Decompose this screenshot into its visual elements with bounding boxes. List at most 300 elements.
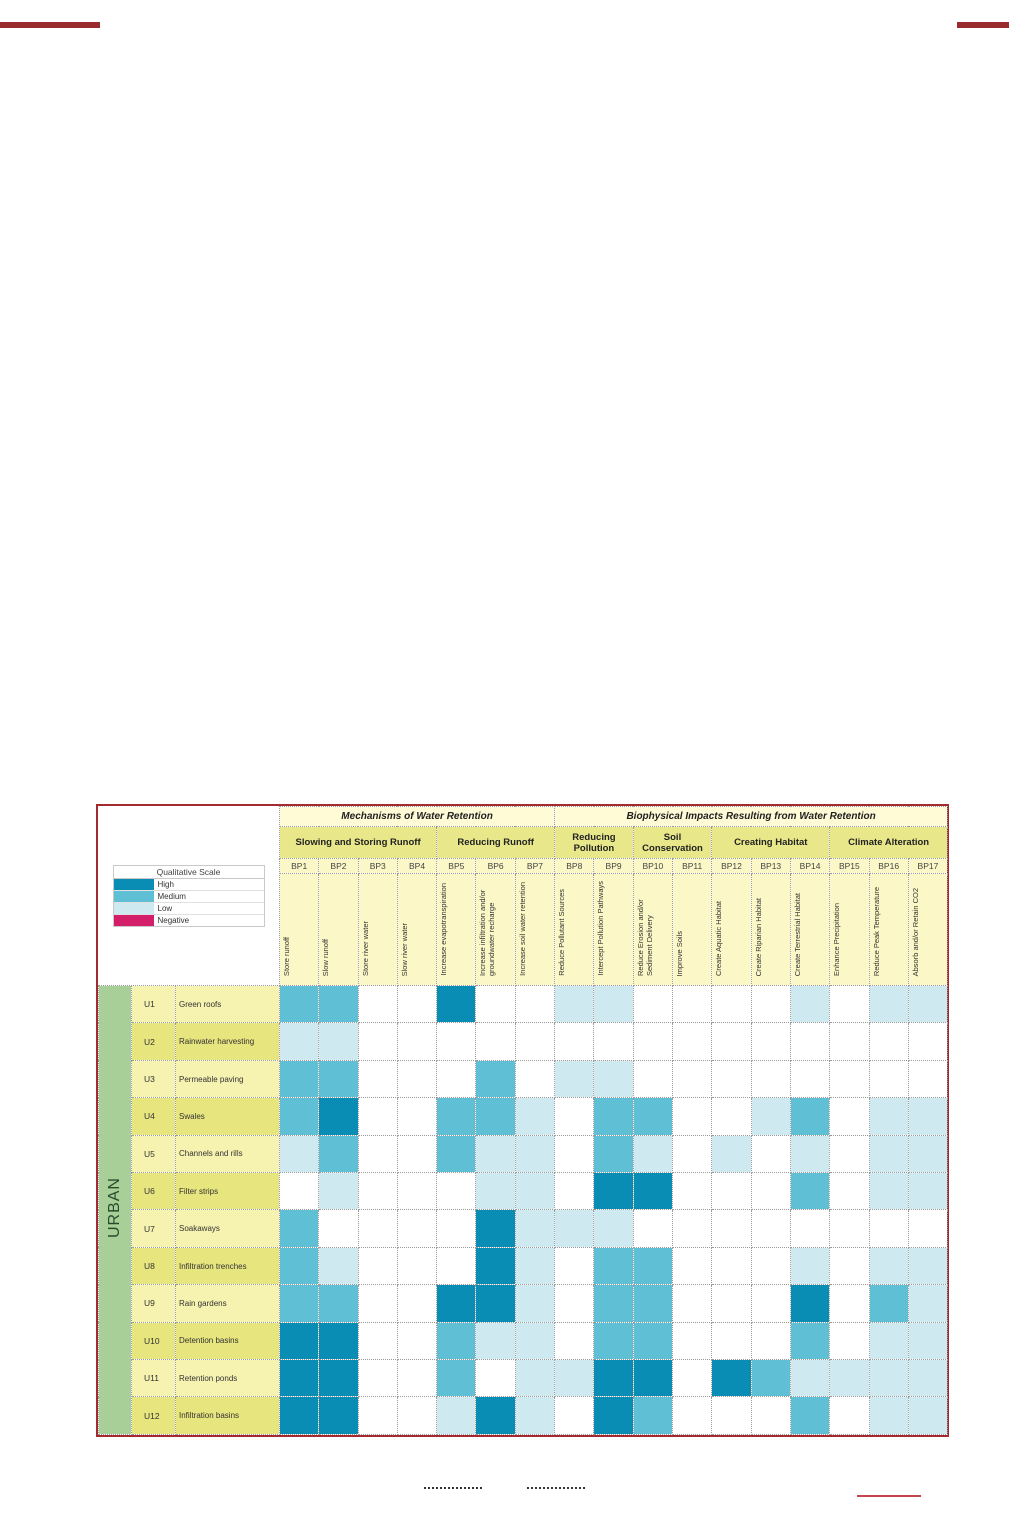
matrix-cell xyxy=(594,1098,633,1135)
matrix-cell xyxy=(712,1360,751,1397)
matrix-cell xyxy=(790,1397,829,1435)
row-name: Permeable paving xyxy=(176,1060,280,1097)
matrix-cell xyxy=(751,1135,790,1172)
matrix-cell xyxy=(594,1060,633,1097)
matrix-cell xyxy=(476,1285,515,1322)
matrix-cell xyxy=(515,1135,554,1172)
column-label: Intercept Pollution Pathways xyxy=(596,881,606,976)
matrix-cell xyxy=(594,1135,633,1172)
column-label: Enhance Precipitation xyxy=(832,903,842,976)
matrix-cell xyxy=(673,1060,712,1097)
matrix-cell xyxy=(908,1285,947,1322)
matrix-cell xyxy=(319,1247,358,1284)
column-label: Reduce Erosion and/or Sediment Delivery xyxy=(635,899,654,976)
matrix-cell xyxy=(869,1173,908,1210)
row-code: U11 xyxy=(132,1360,176,1397)
matrix-cell xyxy=(358,1060,397,1097)
column-label-cell xyxy=(751,874,790,986)
footer-page-line xyxy=(857,1495,921,1497)
matrix-cell xyxy=(358,1098,397,1135)
column-label-cell xyxy=(280,874,319,986)
matrix-cell xyxy=(280,1247,319,1284)
matrix-cell xyxy=(830,1360,869,1397)
matrix-cell xyxy=(712,1060,751,1097)
footer-dotted-mark-left xyxy=(424,1487,482,1490)
matrix-cell xyxy=(437,1397,476,1435)
matrix-cell xyxy=(319,986,358,1023)
matrix-cell xyxy=(869,1397,908,1435)
matrix-cell xyxy=(712,1322,751,1359)
matrix-cell xyxy=(633,1397,672,1435)
legend-label: High xyxy=(157,879,174,889)
matrix-table xyxy=(98,806,948,1435)
matrix-cell xyxy=(790,1173,829,1210)
legend-item xyxy=(114,903,264,915)
matrix-cell xyxy=(790,986,829,1023)
column-label-cell xyxy=(633,874,672,986)
category-label: URBAN xyxy=(106,1176,123,1238)
matrix-cell xyxy=(673,1023,712,1060)
matrix-cell xyxy=(358,1173,397,1210)
row-name: Infiltration trenches xyxy=(176,1247,280,1284)
matrix-cell xyxy=(555,1060,594,1097)
matrix-cell xyxy=(397,1397,436,1435)
column-code: BP13 xyxy=(751,859,790,874)
column-label: Absorb and/or Retain CO2 xyxy=(910,887,920,976)
table-row xyxy=(99,1135,948,1172)
matrix-cell xyxy=(908,1098,947,1135)
row-code: U9 xyxy=(132,1285,176,1322)
matrix-cell xyxy=(555,1322,594,1359)
matrix-cell xyxy=(515,1285,554,1322)
matrix-cell xyxy=(751,1360,790,1397)
column-label-cell xyxy=(397,874,436,986)
group-header: Reducing Runoff xyxy=(437,827,555,859)
column-code: BP9 xyxy=(594,859,633,874)
matrix-cell xyxy=(790,1098,829,1135)
matrix-cell xyxy=(555,1285,594,1322)
matrix-cell xyxy=(358,1397,397,1435)
legend-swatch xyxy=(114,915,154,926)
row-name: Rain gardens xyxy=(176,1285,280,1322)
matrix-cell xyxy=(397,986,436,1023)
matrix-cell xyxy=(594,1247,633,1284)
row-code: U7 xyxy=(132,1210,176,1247)
matrix-cell xyxy=(437,1210,476,1247)
row-name: Channels and rills xyxy=(176,1135,280,1172)
row-code: U1 xyxy=(132,986,176,1023)
column-code: BP2 xyxy=(319,859,358,874)
legend-label: Negative xyxy=(157,915,190,925)
matrix-cell xyxy=(594,1397,633,1435)
legend-item xyxy=(114,915,264,926)
matrix-cell xyxy=(280,1060,319,1097)
matrix-cell xyxy=(751,1098,790,1135)
matrix-cell xyxy=(397,1360,436,1397)
matrix-cell xyxy=(358,1285,397,1322)
matrix-cell xyxy=(280,1360,319,1397)
matrix-cell xyxy=(358,1247,397,1284)
matrix-cell xyxy=(712,986,751,1023)
table-row xyxy=(99,1247,948,1284)
matrix-cell xyxy=(751,1285,790,1322)
column-label-cell xyxy=(358,874,397,986)
matrix-cell xyxy=(751,1173,790,1210)
matrix-cell xyxy=(830,1098,869,1135)
matrix-cell xyxy=(319,1060,358,1097)
row-code: U5 xyxy=(132,1135,176,1172)
row-name: Soakaways xyxy=(176,1210,280,1247)
column-label-cell xyxy=(869,874,908,986)
matrix-cell xyxy=(476,1397,515,1435)
matrix-cell xyxy=(437,1135,476,1172)
column-label: Slow river water xyxy=(399,922,409,976)
matrix-cell xyxy=(594,1285,633,1322)
column-label-cell xyxy=(790,874,829,986)
matrix-cell xyxy=(790,1023,829,1060)
row-name: Swales xyxy=(176,1098,280,1135)
matrix-cell xyxy=(673,1210,712,1247)
matrix-cell xyxy=(908,1322,947,1359)
matrix-cell xyxy=(476,1173,515,1210)
matrix-cell xyxy=(673,1397,712,1435)
matrix-cell xyxy=(594,1360,633,1397)
matrix-cell xyxy=(397,1023,436,1060)
matrix-cell xyxy=(712,1023,751,1060)
matrix-cell xyxy=(358,1023,397,1060)
matrix-cell xyxy=(633,1210,672,1247)
matrix-cell xyxy=(555,1360,594,1397)
matrix-cell xyxy=(633,1023,672,1060)
column-label-cell xyxy=(555,874,594,986)
group-header: Reducing Pollution xyxy=(555,827,634,859)
matrix-cell xyxy=(358,986,397,1023)
matrix-cell xyxy=(712,1098,751,1135)
matrix-cell xyxy=(437,1098,476,1135)
matrix-cell xyxy=(790,1322,829,1359)
matrix-cell xyxy=(673,1322,712,1359)
row-name: Green roofs xyxy=(176,986,280,1023)
matrix-cell xyxy=(908,1360,947,1397)
matrix-cell xyxy=(633,1098,672,1135)
matrix-cell xyxy=(555,1023,594,1060)
row-code: U2 xyxy=(132,1023,176,1060)
matrix-cell xyxy=(437,1322,476,1359)
matrix-cell xyxy=(319,1023,358,1060)
matrix-cell xyxy=(319,1360,358,1397)
matrix-cell xyxy=(319,1322,358,1359)
column-label: Store runoff xyxy=(282,936,291,976)
matrix-cell xyxy=(515,1060,554,1097)
matrix-cell xyxy=(397,1135,436,1172)
row-name: Infiltration basins xyxy=(176,1397,280,1435)
legend-item xyxy=(114,891,264,903)
matrix-cell xyxy=(476,1247,515,1284)
row-code: U8 xyxy=(132,1247,176,1284)
table-row xyxy=(99,1210,948,1247)
matrix-cell xyxy=(633,986,672,1023)
matrix-cell xyxy=(712,1397,751,1435)
column-code: BP8 xyxy=(555,859,594,874)
legend-item xyxy=(114,879,264,891)
matrix-cell xyxy=(515,1360,554,1397)
matrix-cell xyxy=(830,1210,869,1247)
matrix-cell xyxy=(397,1173,436,1210)
matrix-cell xyxy=(319,1285,358,1322)
matrix-cell xyxy=(830,1322,869,1359)
column-label-cell xyxy=(908,874,947,986)
matrix-cell xyxy=(830,1023,869,1060)
matrix-cell xyxy=(515,1173,554,1210)
matrix-cell xyxy=(633,1285,672,1322)
matrix-cell xyxy=(908,1210,947,1247)
header-accent-bar-right xyxy=(957,22,1009,28)
matrix-cell xyxy=(673,1285,712,1322)
matrix-cell xyxy=(437,986,476,1023)
column-code: BP12 xyxy=(712,859,751,874)
column-label: Reduce Peak Temperature xyxy=(871,886,881,976)
matrix-cell xyxy=(358,1135,397,1172)
matrix-cell xyxy=(476,986,515,1023)
matrix-corner xyxy=(99,807,280,986)
matrix-cell xyxy=(908,1023,947,1060)
column-label-cell xyxy=(515,874,554,986)
matrix-cell xyxy=(515,986,554,1023)
matrix-cell xyxy=(673,1135,712,1172)
column-label: Increase soil water retention xyxy=(517,882,527,976)
matrix-cell xyxy=(319,1135,358,1172)
matrix-cell xyxy=(908,1397,947,1435)
table-row xyxy=(99,1397,948,1435)
matrix-cell xyxy=(673,1173,712,1210)
matrix-cell xyxy=(437,1173,476,1210)
matrix-cell xyxy=(515,1210,554,1247)
matrix-cell xyxy=(751,1322,790,1359)
table-row xyxy=(99,1060,948,1097)
matrix-cell xyxy=(555,1247,594,1284)
matrix-cell xyxy=(869,1322,908,1359)
matrix-cell xyxy=(476,1360,515,1397)
retention-impact-matrix xyxy=(96,804,949,1437)
matrix-cell xyxy=(751,1247,790,1284)
matrix-cell xyxy=(437,1023,476,1060)
matrix-cell xyxy=(515,1247,554,1284)
matrix-cell xyxy=(673,1098,712,1135)
matrix-cell xyxy=(476,1060,515,1097)
matrix-cell xyxy=(555,1098,594,1135)
matrix-cell xyxy=(280,1322,319,1359)
matrix-cell xyxy=(869,1098,908,1135)
group-header: Creating Habitat xyxy=(712,827,830,859)
matrix-cell xyxy=(594,1173,633,1210)
matrix-cell xyxy=(830,1397,869,1435)
matrix-cell xyxy=(437,1247,476,1284)
header-row-main xyxy=(99,807,948,827)
column-label: Reduce Pollutant Sources xyxy=(557,889,567,976)
matrix-cell xyxy=(790,1360,829,1397)
matrix-cell xyxy=(358,1322,397,1359)
matrix-cell xyxy=(751,1023,790,1060)
footer-dotted-mark-right xyxy=(527,1487,585,1490)
row-code: U4 xyxy=(132,1098,176,1135)
matrix-cell xyxy=(594,1023,633,1060)
column-code: BP6 xyxy=(476,859,515,874)
matrix-cell xyxy=(358,1210,397,1247)
header-accent-bar-left xyxy=(0,22,100,28)
column-code: BP15 xyxy=(830,859,869,874)
matrix-cell xyxy=(830,1135,869,1172)
matrix-cell xyxy=(790,1135,829,1172)
matrix-cell xyxy=(869,986,908,1023)
matrix-cell xyxy=(633,1173,672,1210)
matrix-cell xyxy=(397,1098,436,1135)
matrix-cell xyxy=(712,1173,751,1210)
row-name: Detention basins xyxy=(176,1322,280,1359)
column-label: Slow runoff xyxy=(321,938,331,976)
group-header: Slowing and Storing Runoff xyxy=(280,827,437,859)
matrix-cell xyxy=(476,1210,515,1247)
row-code: U10 xyxy=(132,1322,176,1359)
matrix-cell xyxy=(869,1060,908,1097)
row-code: U6 xyxy=(132,1173,176,1210)
matrix-cell xyxy=(397,1285,436,1322)
table-row xyxy=(99,1098,948,1135)
matrix-cell xyxy=(594,986,633,1023)
matrix-cell xyxy=(280,1098,319,1135)
matrix-cell xyxy=(476,1322,515,1359)
matrix-cell xyxy=(751,986,790,1023)
matrix-cell xyxy=(319,1210,358,1247)
matrix-cell xyxy=(830,1285,869,1322)
legend-swatch xyxy=(114,903,154,914)
legend-title: Qualitative Scale xyxy=(114,866,264,879)
legend-swatch xyxy=(114,879,154,890)
matrix-cell xyxy=(397,1322,436,1359)
matrix-cell xyxy=(712,1210,751,1247)
column-code: BP7 xyxy=(515,859,554,874)
matrix-cell xyxy=(515,1023,554,1060)
column-label: Improve Soils xyxy=(675,930,685,976)
row-name: Retention ponds xyxy=(176,1360,280,1397)
matrix-cell xyxy=(280,1210,319,1247)
column-code: BP5 xyxy=(437,859,476,874)
matrix-cell xyxy=(869,1360,908,1397)
matrix-cell xyxy=(633,1060,672,1097)
qualitative-scale-legend xyxy=(113,865,265,927)
matrix-cell xyxy=(437,1285,476,1322)
header-mechanisms: Mechanisms of Water Retention xyxy=(280,807,555,827)
matrix-cell xyxy=(515,1098,554,1135)
group-header: Soil Conservation xyxy=(633,827,712,859)
column-code: BP14 xyxy=(790,859,829,874)
table-row xyxy=(99,986,948,1023)
matrix-cell xyxy=(908,1247,947,1284)
table-row xyxy=(99,1023,948,1060)
matrix-cell xyxy=(594,1210,633,1247)
matrix-cell xyxy=(712,1135,751,1172)
column-label: Store river water xyxy=(360,920,370,976)
matrix-cell xyxy=(555,1210,594,1247)
matrix-cell xyxy=(830,1060,869,1097)
matrix-cell xyxy=(515,1322,554,1359)
matrix-cell xyxy=(830,986,869,1023)
column-code: BP3 xyxy=(358,859,397,874)
matrix-cell xyxy=(358,1360,397,1397)
legend-swatch xyxy=(114,891,154,902)
matrix-cell xyxy=(280,1173,319,1210)
column-label: Increase infiltration and/or groundwater recharge xyxy=(478,889,497,976)
column-label: Increase evapotranspiration xyxy=(439,883,449,976)
table-row xyxy=(99,1173,948,1210)
matrix-cell xyxy=(790,1210,829,1247)
matrix-cell xyxy=(712,1247,751,1284)
matrix-cell xyxy=(790,1247,829,1284)
matrix-cell xyxy=(908,1135,947,1172)
column-code: BP16 xyxy=(869,859,908,874)
legend-label: Low xyxy=(157,903,173,913)
matrix-cell xyxy=(515,1397,554,1435)
column-label: Create Riparian Habitat xyxy=(753,897,763,976)
matrix-cell xyxy=(397,1210,436,1247)
column-label-cell xyxy=(476,874,515,986)
column-label: Create Aquatic Habitat xyxy=(714,900,724,976)
matrix-cell xyxy=(319,1397,358,1435)
table-row xyxy=(99,1360,948,1397)
matrix-cell xyxy=(908,986,947,1023)
matrix-cell xyxy=(673,1360,712,1397)
matrix-cell xyxy=(319,1173,358,1210)
matrix-cell xyxy=(555,1135,594,1172)
matrix-cell xyxy=(908,1060,947,1097)
row-name: Rainwater harvesting xyxy=(176,1023,280,1060)
row-name: Filter strips xyxy=(176,1173,280,1210)
matrix-cell xyxy=(869,1247,908,1284)
matrix-cell xyxy=(673,986,712,1023)
matrix-cell xyxy=(869,1023,908,1060)
column-code: BP1 xyxy=(280,859,319,874)
column-code: BP17 xyxy=(908,859,947,874)
matrix-cell xyxy=(437,1060,476,1097)
matrix-cell xyxy=(830,1173,869,1210)
matrix-cell xyxy=(633,1360,672,1397)
column-label: Create Terrestrial Habitat xyxy=(792,892,802,976)
row-code: U12 xyxy=(132,1397,176,1435)
matrix-cell xyxy=(476,1135,515,1172)
matrix-cell xyxy=(397,1060,436,1097)
matrix-cell xyxy=(673,1247,712,1284)
table-row xyxy=(99,1322,948,1359)
matrix-cell xyxy=(633,1322,672,1359)
matrix-cell xyxy=(280,1135,319,1172)
matrix-cell xyxy=(712,1285,751,1322)
matrix-cell xyxy=(790,1060,829,1097)
column-label-cell xyxy=(712,874,751,986)
matrix-cell xyxy=(633,1135,672,1172)
matrix-cell xyxy=(555,1173,594,1210)
group-header: Climate Alteration xyxy=(830,827,948,859)
column-code: BP4 xyxy=(397,859,436,874)
matrix-cell xyxy=(555,986,594,1023)
matrix-cell xyxy=(633,1247,672,1284)
header-biophysical: Biophysical Impacts Resulting from Water Retention xyxy=(555,807,948,827)
column-label-cell xyxy=(319,874,358,986)
matrix-cell xyxy=(751,1210,790,1247)
matrix-cell xyxy=(790,1285,829,1322)
column-label-cell xyxy=(594,874,633,986)
column-label-cell xyxy=(830,874,869,986)
matrix-cell xyxy=(594,1322,633,1359)
matrix-cell xyxy=(908,1173,947,1210)
